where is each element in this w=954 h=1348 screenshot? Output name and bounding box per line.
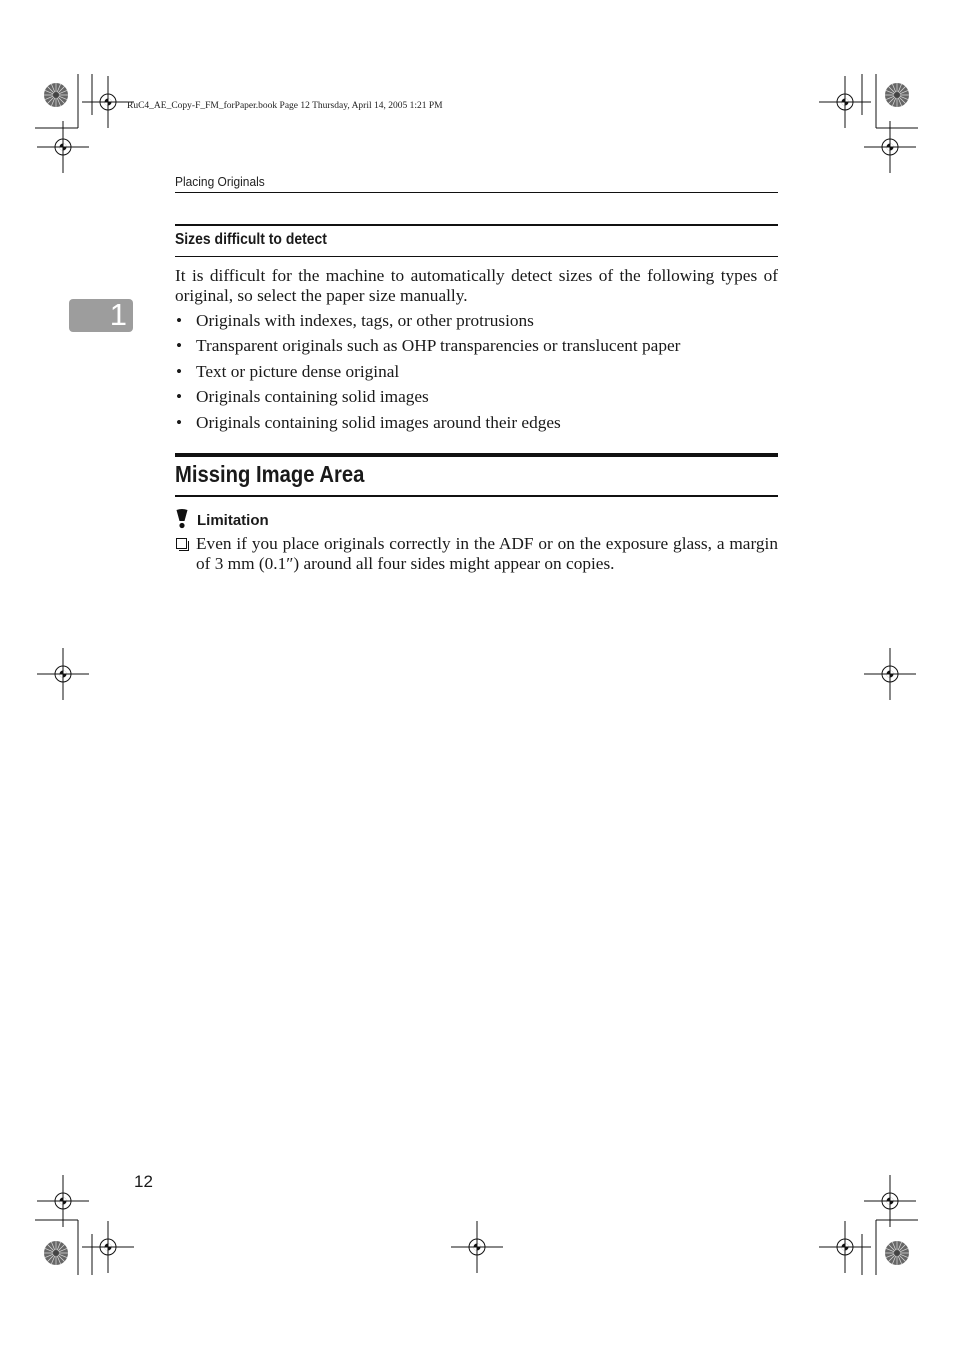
list-item: • Originals containing solid images around their edges [176,412,561,432]
print-slug: RuC4_AE_Copy-F_FM_forPaper.book Page 12 Thursday, April 14, 2005 1:21 PM [127,101,443,111]
crop-marks [35,74,918,1275]
color-wheel-icon [44,83,68,107]
bullet-list [175,311,778,438]
running-head: Placing Originals [175,174,265,189]
checkbox-icon [176,538,187,549]
registration-mark-icon [819,76,871,128]
list-item: • Text or picture dense original [176,361,400,381]
main-section-top-rule [175,453,778,457]
header-rule [175,192,778,193]
limitation-label: Limitation [197,512,269,529]
registration-mark-icon [864,1175,916,1227]
color-wheel-icon [885,1241,909,1265]
main-section-bottom-rule [175,495,778,497]
section-top-rule [175,224,778,226]
page-number: 12 [134,1172,153,1191]
registration-mark-icon [37,121,89,173]
registration-mark-icon [82,1221,134,1273]
limitation-text: Even if you place originals correctly in the ADF or on the exposure glass, a margin of 3 mm (0.1″) around all four sides might appear on copies. [196,534,778,573]
registration-mark-icon [451,1221,503,1273]
registration-mark-icon [864,648,916,700]
registration-mark-icon [819,1221,871,1273]
main-section-title: Missing Image Area [175,461,365,487]
list-item: • Originals containing solid images [176,387,429,407]
limitation-icon [175,509,189,529]
section-intro: It is difficult for the machine to automatically detect sizes of the following types of original, so select the paper size manually. [175,266,778,305]
registration-mark-icon [864,121,916,173]
color-wheel-icon [44,1241,68,1265]
section-bottom-rule [175,256,778,257]
list-item: • Originals with indexes, tags, or other protrusions [176,311,534,330]
registration-mark-icon [37,648,89,700]
section-title: Sizes difficult to detect [175,231,327,248]
list-item: • Transparent originals such as OHP transparencies or translucent paper [176,336,681,356]
color-wheel-icon [885,83,909,107]
chapter-tab [69,299,133,332]
chapter-number: 1 [109,297,127,332]
registration-mark-icon [37,1175,89,1227]
